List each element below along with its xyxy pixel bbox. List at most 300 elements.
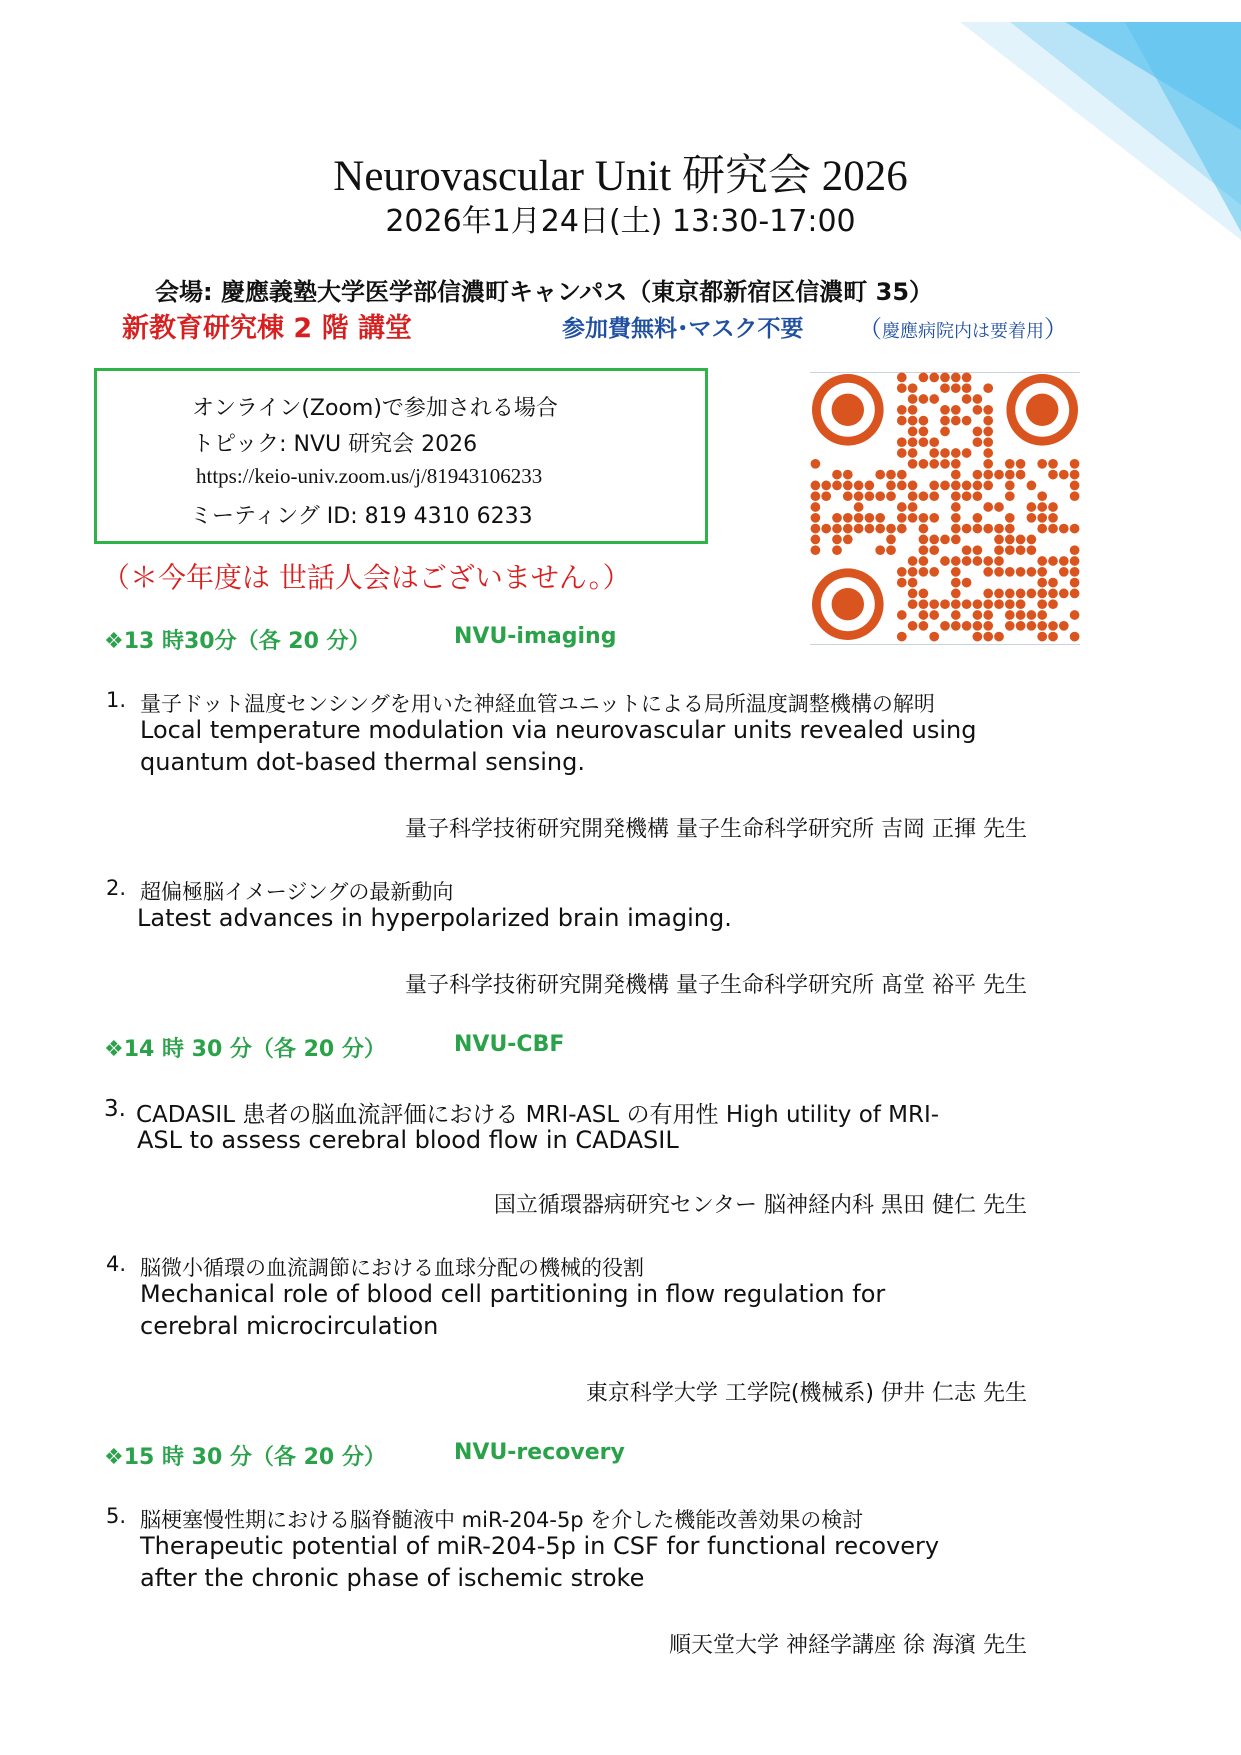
qr-dot	[994, 545, 1004, 555]
qr-dot	[919, 491, 929, 501]
qr-dot	[865, 524, 875, 534]
qr-dot	[1048, 632, 1058, 642]
qr-dot	[951, 524, 961, 534]
qr-dot	[832, 545, 842, 555]
qr-dot	[951, 513, 961, 523]
qr-dot	[1016, 567, 1026, 577]
session-time: ❖15 時 30 分（各 20 分）	[104, 1445, 386, 1470]
qr-dot	[832, 524, 842, 534]
qr-dot	[1005, 567, 1015, 577]
qr-dot	[1027, 513, 1037, 523]
qr-dot	[908, 448, 918, 458]
qr-dot	[908, 459, 918, 469]
session-time: ❖13 時30分（各 20 分）	[104, 629, 371, 654]
zoom-url-link[interactable]: https://keio-univ.zoom.us/j/81943106233	[196, 464, 543, 488]
qr-dot	[929, 513, 939, 523]
talk-title-en: Latest advances in hyperpolarized brain imaging.	[137, 904, 732, 932]
qr-dot	[994, 632, 1004, 642]
qr-dot	[983, 632, 993, 642]
page-title: Neurovascular Unit 研究会 2026	[333, 153, 908, 200]
qr-dot	[983, 448, 993, 458]
qr-dot	[897, 513, 907, 523]
talk-title-en: Local temperature modulation via neurovascular units revealed using	[140, 716, 977, 744]
qr-dot	[1016, 599, 1026, 609]
qr-dot	[919, 416, 929, 426]
qr-dot	[1027, 481, 1037, 491]
qr-dot	[919, 437, 929, 447]
qr-dot	[1070, 578, 1080, 588]
qr-dot	[908, 578, 918, 588]
qr-dot	[1005, 459, 1015, 469]
qr-dot	[973, 394, 983, 404]
qr-dot	[875, 545, 885, 555]
qr-dot	[886, 470, 896, 480]
session-time: ❖14 時 30 分（各 20 分）	[104, 1037, 386, 1062]
qr-dot	[929, 448, 939, 458]
qr-dot	[1037, 502, 1047, 512]
qr-dot	[962, 556, 972, 566]
qr-dot	[1070, 524, 1080, 534]
qr-dot	[821, 491, 831, 501]
qr-dot	[897, 567, 907, 577]
qr-dot	[908, 599, 918, 609]
talk-speaker: 国立循環器病研究センター 脳神経内科 黒田 健仁 先生	[493, 1193, 1027, 1218]
qr-dot	[1037, 632, 1047, 642]
qr-dot	[951, 373, 961, 383]
qr-dot	[1048, 599, 1058, 609]
qr-dot	[929, 437, 939, 447]
qr-dot	[908, 556, 918, 566]
qr-dot	[919, 459, 929, 469]
qr-code-icon[interactable]	[810, 372, 1080, 642]
qr-dot	[1048, 513, 1058, 523]
qr-dot	[973, 599, 983, 609]
qr-dot	[1005, 589, 1015, 599]
talk-title-ja: 脳微小循環の血流調節における血球分配の機械的役割	[140, 1256, 644, 1280]
qr-dot	[983, 437, 993, 447]
qr-dot	[843, 535, 853, 545]
qr-dot	[811, 481, 821, 491]
qr-dot	[1070, 567, 1080, 577]
qr-dot	[929, 459, 939, 469]
qr-dot	[1027, 535, 1037, 545]
qr-dot	[919, 394, 929, 404]
qr-dot	[940, 459, 950, 469]
qr-dot	[940, 383, 950, 393]
qr-dot	[908, 491, 918, 501]
qr-dot	[983, 599, 993, 609]
qr-dot	[1059, 556, 1069, 566]
qr-dot	[1037, 524, 1047, 534]
qr-dot	[1027, 545, 1037, 555]
qr-dot	[973, 405, 983, 415]
qr-dot	[854, 491, 864, 501]
qr-dot	[973, 427, 983, 437]
qr-dot	[1059, 589, 1069, 599]
qr-dot	[1070, 632, 1080, 642]
qr-dot	[1037, 599, 1047, 609]
qr-dot	[962, 524, 972, 534]
qr-dot	[951, 535, 961, 545]
qr-dot	[951, 589, 961, 599]
qr-dot	[919, 567, 929, 577]
qr-dot	[951, 383, 961, 393]
qr-dot	[940, 427, 950, 437]
qr-dot	[951, 491, 961, 501]
qr-dot	[854, 524, 864, 534]
qr-dot	[919, 524, 929, 534]
qr-dot	[973, 513, 983, 523]
qr-dot	[908, 567, 918, 577]
qr-dot	[951, 416, 961, 426]
qr-dot	[973, 491, 983, 501]
qr-dot	[983, 524, 993, 534]
qr-dot	[962, 578, 972, 588]
qr-dot	[940, 448, 950, 458]
qr-dot	[1048, 470, 1058, 480]
qr-dot	[908, 383, 918, 393]
qr-dot	[1037, 589, 1047, 599]
qr-dot	[940, 599, 950, 609]
session-label: NVU-recovery	[454, 1440, 625, 1465]
qr-dot	[875, 513, 885, 523]
talk-title-en: after the chronic phase of ischemic stroke	[140, 1564, 645, 1592]
qr-dot	[951, 599, 961, 609]
qr-dot	[1016, 589, 1026, 599]
qr-dot	[983, 459, 993, 469]
qr-dot	[1037, 578, 1047, 588]
qr-dot	[951, 405, 961, 415]
talk-number: 5.	[106, 1504, 127, 1528]
session-label: NVU-imaging	[454, 624, 617, 649]
fee-note: （慶應病院内は要着用）	[858, 315, 1068, 343]
qr-dot	[962, 599, 972, 609]
qr-dot	[940, 373, 950, 383]
talk-number: 1.	[106, 688, 127, 712]
qr-dot	[1005, 599, 1015, 609]
qr-dot	[1059, 567, 1069, 577]
qr-dot	[897, 481, 907, 491]
qr-dot	[1048, 589, 1058, 599]
qr-dot	[908, 621, 918, 631]
talk-speaker: 東京科学大学 工学院(機械系) 伊井 仁志 先生	[585, 1381, 1027, 1406]
qr-dot	[832, 481, 842, 491]
qr-dot	[843, 524, 853, 534]
qr-dot	[973, 632, 983, 642]
zoom-heading: オンライン(Zoom)で参加される場合	[192, 396, 558, 421]
qr-dot	[897, 578, 907, 588]
talk-title-ja: 量子ドット温度センシングを用いた神経血管ユニットによる局所温度調整機構の解明	[140, 692, 935, 716]
zoom-meeting-id: ミーティング ID: 819 4310 6233	[190, 504, 533, 529]
qr-dot	[951, 621, 961, 631]
qr-dot	[1005, 535, 1015, 545]
qr-dot	[1037, 621, 1047, 631]
qr-dot	[1027, 610, 1037, 620]
qr-dot	[962, 373, 972, 383]
hall: 新教育研究棟 2 階 講堂	[122, 313, 412, 344]
qr-dot	[994, 524, 1004, 534]
talk-title-ja: 超偏極脳イメージングの最新動向	[140, 880, 454, 904]
qr-dot	[929, 481, 939, 491]
qr-dot	[908, 437, 918, 447]
qr-dot	[854, 481, 864, 491]
qr-dot	[973, 437, 983, 447]
qr-finder	[832, 394, 864, 426]
qr-dot	[1070, 556, 1080, 566]
qr-dot	[929, 373, 939, 383]
qr-dot	[951, 567, 961, 577]
qr-dot	[865, 491, 875, 501]
qr-dot	[1037, 491, 1047, 501]
qr-dot	[940, 535, 950, 545]
qr-dot	[897, 416, 907, 426]
qr-dot	[1059, 470, 1069, 480]
qr-dot	[897, 448, 907, 458]
qr-dot	[929, 632, 939, 642]
qr-dot	[929, 535, 939, 545]
qr-dot	[940, 556, 950, 566]
qr-dot	[832, 470, 842, 480]
qr-dot	[919, 599, 929, 609]
qr-dot	[1070, 459, 1080, 469]
qr-dot	[1048, 556, 1058, 566]
qr-dot	[865, 513, 875, 523]
qr-dot	[962, 394, 972, 404]
qr-dot	[1005, 491, 1015, 501]
qr-dot	[811, 502, 821, 512]
qr-dot	[897, 437, 907, 447]
talk-number: 4.	[106, 1252, 127, 1276]
qr-dot	[994, 535, 1004, 545]
session-header	[104, 1440, 704, 1471]
qr-dot	[897, 524, 907, 534]
qr-dot	[886, 524, 896, 534]
qr-dot	[1037, 556, 1047, 566]
talk-number: 2.	[106, 876, 127, 900]
qr-dot	[1016, 610, 1026, 620]
qr-dot	[908, 405, 918, 415]
qr-dot	[1016, 459, 1026, 469]
fee-info: 参加費無料･マスク不要	[562, 316, 804, 342]
qr-dot	[897, 632, 907, 642]
qr-dot	[919, 535, 929, 545]
qr-dot	[940, 416, 950, 426]
talk-number: 3.	[104, 1096, 126, 1122]
qr-dot	[897, 405, 907, 415]
qr-dot	[1016, 470, 1026, 480]
qr-dot	[1070, 545, 1080, 555]
notice: （＊今年度は 世話人会はございません。）	[102, 561, 631, 594]
talk-title-en: cerebral microcirculation	[140, 1312, 439, 1340]
qr-dot	[821, 481, 831, 491]
qr-dot	[897, 373, 907, 383]
talk-title-en: Mechanical role of blood cell partitioning in flow regulation for	[140, 1280, 886, 1308]
qr-dot	[886, 491, 896, 501]
qr-dot	[1005, 610, 1015, 620]
qr-dot	[994, 599, 1004, 609]
qr-dot	[929, 394, 939, 404]
qr-dot	[832, 535, 842, 545]
talk-title-en: ASL to assess cerebral blood flow in CADASIL	[137, 1126, 679, 1154]
qr-dot	[994, 567, 1004, 577]
qr-dot	[962, 491, 972, 501]
event-datetime: 2026年1月24日(土) 13:30-17:00	[385, 204, 856, 239]
qr-finder	[1026, 394, 1058, 426]
qr-dot	[919, 373, 929, 383]
session-label: NVU-CBF	[454, 1032, 565, 1057]
qr-dot	[919, 621, 929, 631]
qr-dot	[886, 535, 896, 545]
qr-dot	[929, 567, 939, 577]
qr-dot	[1037, 459, 1047, 469]
session-header	[104, 1032, 704, 1063]
qr-dot	[983, 589, 993, 599]
qr-dot	[929, 491, 939, 501]
qr-dot	[1016, 535, 1026, 545]
qr-dot	[951, 556, 961, 566]
talk-title-ja: 脳梗塞慢性期における脳脊髄液中 miR-204-5p を介した機能改善効果の検討	[140, 1508, 864, 1532]
qr-dot	[1005, 513, 1015, 523]
session-header	[104, 624, 704, 655]
qr-dot	[1048, 578, 1058, 588]
qr-dot	[973, 610, 983, 620]
qr-dot	[908, 589, 918, 599]
qr-dot	[1048, 524, 1058, 534]
qr-dot	[1027, 589, 1037, 599]
qr-dot	[1016, 621, 1026, 631]
qr-dot	[811, 491, 821, 501]
qr-dot	[962, 621, 972, 631]
qr-dot	[962, 545, 972, 555]
qr-dot	[1005, 524, 1015, 534]
qr-dot	[962, 481, 972, 491]
qr-dot	[962, 383, 972, 393]
qr-dot	[919, 427, 929, 437]
zoom-topic: トピック: NVU 研究会 2026	[192, 432, 478, 457]
qr-dot	[1048, 502, 1058, 512]
qr-dot	[1005, 481, 1015, 491]
qr-dot	[832, 513, 842, 523]
qr-dot	[983, 621, 993, 631]
qr-dot	[973, 481, 983, 491]
qr-dot	[1070, 589, 1080, 599]
qr-dot	[1027, 621, 1037, 631]
qr-dot	[1037, 567, 1047, 577]
qr-dot	[962, 448, 972, 458]
qr-dot	[983, 556, 993, 566]
qr-dot	[886, 545, 896, 555]
qr-dot	[854, 513, 864, 523]
qr-dot	[908, 502, 918, 512]
talk-speaker: 量子科学技術研究開発機構 量子生命科学研究所 吉岡 正揮 先生	[405, 817, 1027, 842]
qr-dot	[983, 502, 993, 512]
qr-dot	[983, 383, 993, 393]
qr-dot	[843, 513, 853, 523]
qr-dot	[983, 567, 993, 577]
qr-dot	[811, 535, 821, 545]
qr-dot	[983, 470, 993, 480]
qr-dot	[1070, 470, 1080, 480]
qr-dot	[973, 545, 983, 555]
qr-dot	[994, 470, 1004, 480]
talk-speaker: 量子科学技術研究開発機構 量子生命科学研究所 髙堂 裕平 先生	[405, 973, 1027, 998]
qr-dot	[994, 502, 1004, 512]
qr-dot	[908, 513, 918, 523]
qr-dot	[929, 545, 939, 555]
qr-dot	[919, 610, 929, 620]
qr-dot	[951, 502, 961, 512]
qr-dot	[940, 405, 950, 415]
qr-dot	[1037, 610, 1047, 620]
qr-dot	[908, 427, 918, 437]
qr-dot	[973, 556, 983, 566]
qr-dot	[973, 524, 983, 534]
qr-dot	[929, 599, 939, 609]
qr-dot	[897, 610, 907, 620]
qr-dot	[951, 459, 961, 469]
qr-dot	[811, 459, 821, 469]
qr-dot	[919, 589, 929, 599]
qr-dot	[1037, 513, 1047, 523]
qr-dot	[843, 491, 853, 501]
talk-title-en: quantum dot-based thermal sensing.	[140, 748, 585, 776]
qr-dot	[940, 481, 950, 491]
qr-dot	[919, 556, 929, 566]
talk-speaker: 順天堂大学 神経学講座 徐 海濱 先生	[669, 1633, 1027, 1658]
qr-dot	[1005, 470, 1015, 480]
talk-title-ja: CADASIL 患者の脳血流評価における MRI-ASL の有用性 High utility of MRI-	[136, 1102, 940, 1128]
qr-dot	[1059, 621, 1069, 631]
qr-dot	[865, 481, 875, 491]
qr-dot	[951, 481, 961, 491]
qr-dot	[811, 513, 821, 523]
qr-dot	[1027, 502, 1037, 512]
qr-dot	[821, 524, 831, 534]
qr-dot	[994, 589, 1004, 599]
qr-dot	[1027, 567, 1037, 577]
qr-dot	[897, 470, 907, 480]
qr-dot	[1070, 481, 1080, 491]
qr-dot	[843, 481, 853, 491]
qr-dot	[983, 610, 993, 620]
qr-dot	[962, 416, 972, 426]
qr-dot	[940, 621, 950, 631]
qr-dot	[951, 470, 961, 480]
qr-dot	[1070, 610, 1080, 620]
qr-dot	[843, 470, 853, 480]
qr-dot	[1059, 524, 1069, 534]
qr-dot	[973, 470, 983, 480]
qr-dot	[929, 610, 939, 620]
qr-dot	[908, 416, 918, 426]
qr-dot	[983, 405, 993, 415]
qr-dot	[1005, 621, 1015, 631]
qr-dot	[983, 481, 993, 491]
qr-dot	[854, 502, 864, 512]
venue: 会場: 慶應義塾大学医学部信濃町キャンパス（東京都新宿区信濃町 35）	[155, 278, 934, 306]
qr-dot	[897, 502, 907, 512]
qr-dot	[951, 610, 961, 620]
qr-dot	[983, 427, 993, 437]
qr-dot	[1016, 545, 1026, 555]
qr-dot	[983, 416, 993, 426]
qr-dot	[973, 621, 983, 631]
talk-title-en: Therapeutic potential of miR-204-5p in CSF for functional recovery	[140, 1532, 940, 1560]
qr-dot	[1048, 621, 1058, 631]
qr-dot	[919, 545, 929, 555]
zoom-info-box	[94, 368, 708, 544]
qr-dot	[994, 556, 1004, 566]
